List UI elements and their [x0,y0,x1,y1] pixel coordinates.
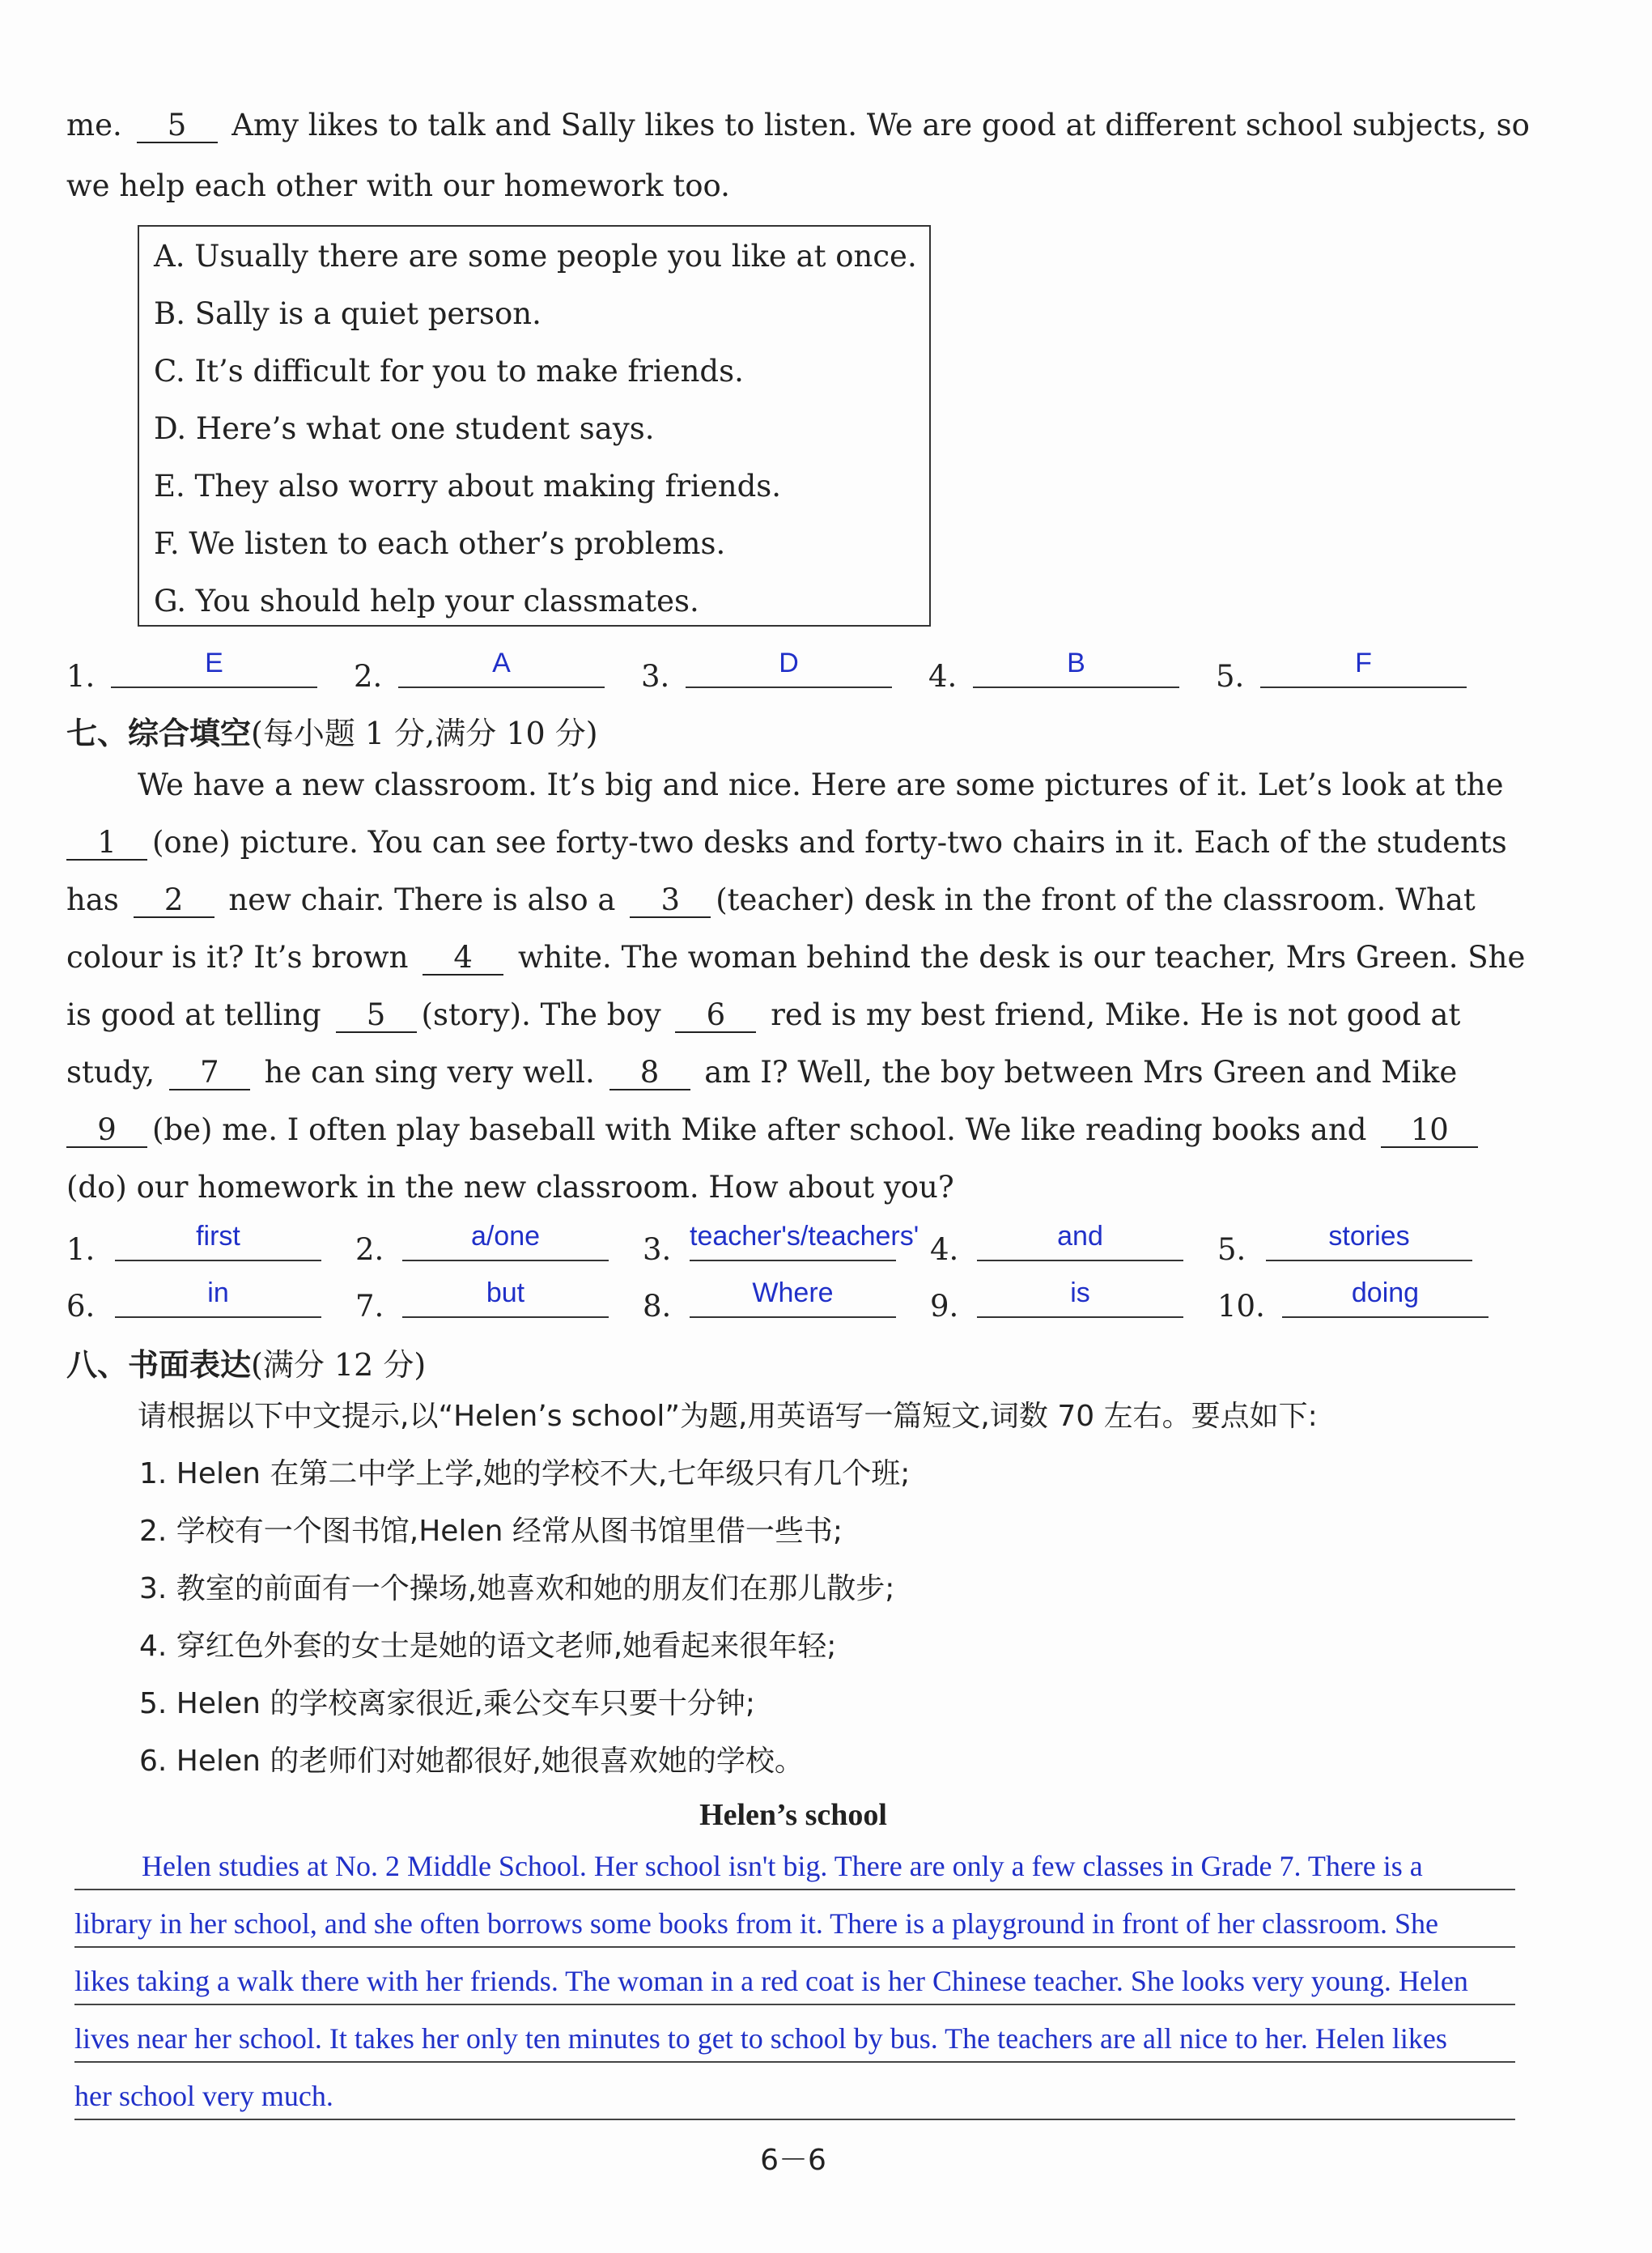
section6-answers: 1. E 2. A 3. D 4. B 5. F [66,648,1523,696]
section7-heading: 七、综合填空(每小题 1 分,满分 10 分) [66,716,598,751]
blank-3: 3 [630,884,711,918]
point-5: 5. Helen 的学校离家很近,乘公交车只要十分钟; [139,1687,755,1720]
passage-line-2: 1 (one) picture. You can see forty-two desks and forty-two chairs in it. Each of the students [66,823,1531,863]
passage-line-7: 9 (be) me. I often play baseball with Mike after school. We like reading books and 10 [66,1110,1531,1150]
option-f: F. We listen to each other’s problems. [154,526,726,561]
passage-line-6: study, 7 he can sing very well. 8 am I? Well, the boy between Mrs Green and Mike [66,1055,1458,1090]
answer-6-2: A [492,648,511,678]
blank-5b: 5 [336,999,417,1033]
answer-7-6: in [207,1277,229,1308]
answer-7-2: a/one [470,1221,541,1252]
point-2: 2. 学校有一个图书馆,Helen 经常从图书馆里借一些书; [139,1515,843,1548]
essay-line-3: likes taking a walk there with her friends. The woman in a red coat is her Chinese teacher. She looks very young. Helen [74,1965,1468,1997]
blank-7: 7 [169,1056,250,1090]
option-d: D. Here’s what one student says. [154,411,655,446]
answer-7-9: is [1070,1277,1090,1308]
passage-line-4: colour is it? It’s brown 4 white. The woman behind the desk is our teacher, Mrs Green. She [66,940,1526,975]
option-g: G. You should help your classmates. [154,584,699,619]
section7-answers-row2: 6. in 7. but 8. Where 9. is 10. doing [66,1277,1523,1326]
blank-2: 2 [134,884,214,918]
essay-line-2: library in her school, and she often borrows some books from it. There is a playground in front of her classroom. She [74,1907,1438,1940]
essay-rule-2 [74,1946,1515,1948]
blank-1: 1 [66,827,147,861]
passage-line-5: is good at telling 5 (story). The boy 6 red is my best friend, Mike. He is not good at [66,997,1461,1032]
passage-line-3: has 2 new chair. There is also a 3 (teacher) desk in the front of the classroom. What [66,882,1476,917]
essay-title: Helen’s school [699,1798,887,1832]
point-4: 4. 穿红色外套的女士是她的语文老师,她看起来很年轻; [139,1630,837,1663]
point-1: 1. Helen 在第二中学上学,她的学校不大,七年级只有几个班; [139,1457,911,1490]
answer-7-7: but [486,1277,525,1308]
blank-5: 5 [137,109,218,143]
blank-9: 9 [66,1114,147,1148]
section8-heading: 八、书面表达(满分 12 分) [66,1347,427,1383]
essay-rule-4 [74,2061,1515,2063]
essay-rule-3 [74,2004,1515,2005]
essay-line-4: lives near her school. It takes her only ten minutes to get to school by bus. The teachers are all nice to her. Helen likes [74,2022,1447,2055]
answer-6-4: B [1067,648,1085,678]
essay-rule-5 [74,2119,1515,2120]
answer-7-5: stories [1328,1221,1410,1252]
passage-line-1: We have a new classroom. It’s big and nice. Here are some pictures of it. Let’s look at the [138,767,1504,802]
blank-4: 4 [423,942,503,976]
answer-6-1: E [205,648,223,678]
answer-6-5: F [1355,648,1372,678]
top-paragraph-line-1: me. 5 Amy likes to talk and Sally likes to listen. We are good at different school subjects, so [66,108,1530,142]
point-3: 3. 教室的前面有一个操场,她喜欢和她的朋友们在那儿散步; [139,1572,895,1605]
answer-7-4: and [1057,1221,1103,1252]
essay-line-5: her school very much. [74,2080,333,2112]
option-a: A. Usually there are some people you like at once. [154,239,917,274]
answer-7-10: doing [1351,1277,1420,1308]
answer-7-1: first [196,1221,240,1252]
passage-line-8: (do) our homework in the new classroom. How about you? [66,1170,954,1205]
option-b: B. Sally is a quiet person. [154,296,541,331]
option-e: E. They also worry about making friends. [154,469,782,504]
essay-line-1: Helen studies at No. 2 Middle School. Her school isn't big. There are only a few classes in Grade 7. There is a [142,1850,1423,1882]
top-paragraph-line-2: we help each other with our homework too. [66,168,730,203]
blank-10: 10 [1381,1114,1478,1148]
essay-rule-1 [74,1889,1515,1890]
options-box [138,225,931,627]
option-c: C. It’s difficult for you to make friends. [154,354,744,389]
answer-6-3: D [779,648,799,678]
page-number: 6－6 [760,2144,826,2177]
section8-intro: 请根据以下中文提示,以“Helen’s school”为题,用英语写一篇短文,词数 70 左右。要点如下: [138,1400,1318,1433]
blank-8: 8 [609,1056,690,1090]
blank-6: 6 [675,999,756,1033]
answer-7-3: teacher's/teachers' [690,1221,919,1252]
point-6: 6. Helen 的老师们对她都很好,她很喜欢她的学校。 [139,1745,804,1778]
section7-answers-row1: 1. first 2. a/one 3. teacher's/teachers' 4. and 5. stories [66,1221,1523,1269]
answer-7-8: Where [752,1277,834,1308]
